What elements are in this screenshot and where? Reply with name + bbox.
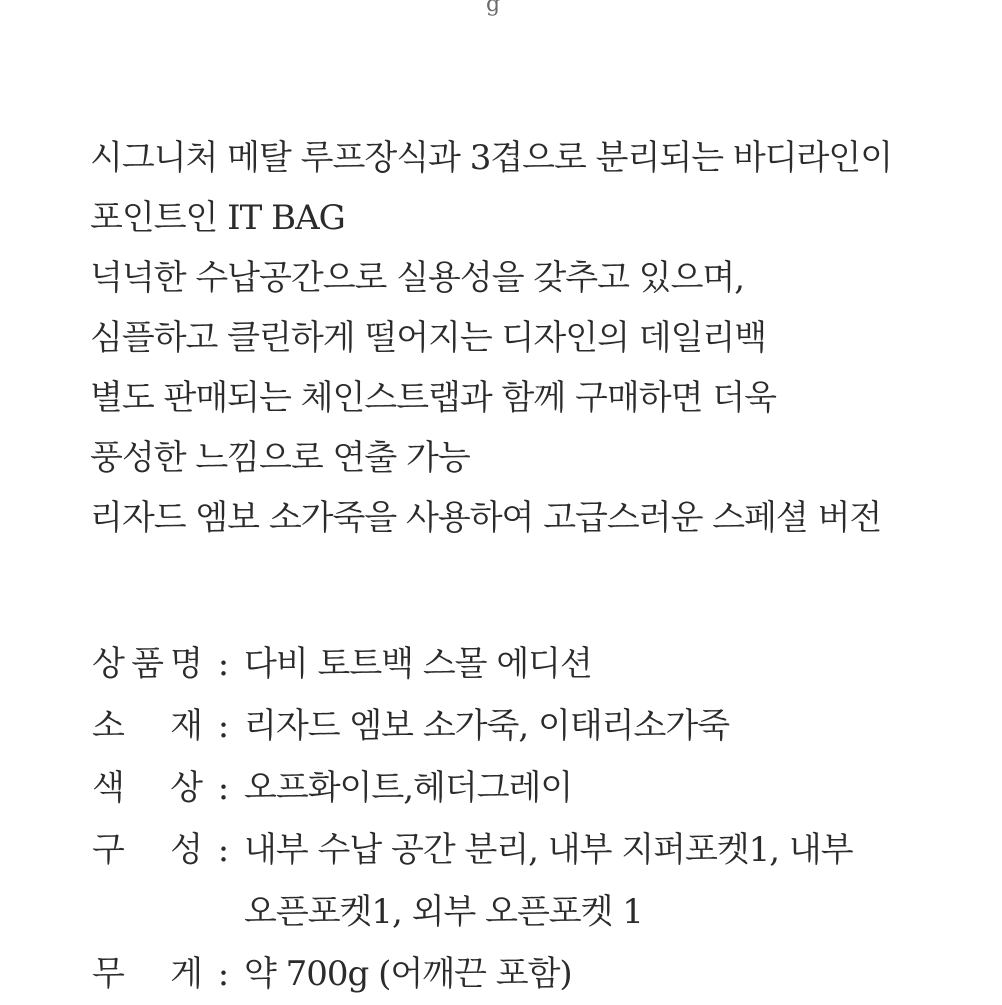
cropped-top-text: g: [486, 0, 501, 17]
description-line: 심플하고 클린하게 떨어지는 디자인의 데일리백: [90, 318, 767, 358]
spec-colon: :: [217, 644, 229, 684]
product-spec-list: [92, 633, 992, 1005]
spec-label-char: 구: [92, 830, 124, 870]
spec-row-composition: [92, 819, 992, 943]
spec-label-char: 상: [92, 644, 124, 684]
description-line: 별도 판매되는 체인스트랩과 함께 구매하면 더욱: [90, 378, 776, 418]
description-line: 포인트인 IT BAG: [90, 198, 345, 238]
spec-label-char: 게: [170, 954, 202, 994]
spec-label-char: 상: [170, 768, 202, 808]
spec-label-char: 성: [170, 830, 202, 870]
description-line: 리자드 엠보 소가죽을 사용하여 고급스러운 스페셜 버전: [90, 498, 882, 538]
description-line: 시그니처 메탈 루프장식과 3겹으로 분리되는 바디라인이: [90, 138, 893, 178]
spec-label-char: 무: [92, 954, 124, 994]
spec-label-char: 재: [170, 706, 202, 746]
description-line: 풍성한 느낌으로 연출 가능: [90, 438, 470, 478]
product-description: [90, 133, 892, 553]
description-line: 넉넉한 수납공간으로 실용성을 갖추고 있으며,: [90, 258, 745, 298]
spec-colon: :: [217, 830, 229, 870]
spec-colon: :: [217, 706, 229, 746]
spec-label: [92, 943, 202, 1005]
spec-row-product-name: [92, 633, 992, 695]
spec-label-char: 품: [131, 644, 163, 684]
spec-value: 리자드 엠보 소가죽, 이태리소가죽: [244, 706, 730, 746]
spec-row-weight: [92, 943, 992, 1005]
spec-value: 다비 토트백 스몰 에디션: [244, 644, 592, 684]
spec-label-char: 소: [92, 706, 124, 746]
spec-label: [92, 695, 202, 757]
spec-label: [92, 633, 202, 695]
spec-value: 오프화이트,헤더그레이: [244, 768, 573, 808]
spec-value: 내부 수납 공간 분리, 내부 지퍼포켓1, 내부 오픈포켓1, 외부 오픈포켓 1: [244, 830, 853, 932]
spec-row-color: [92, 757, 992, 819]
spec-row-material: [92, 695, 992, 757]
spec-label-char: 색: [92, 768, 124, 808]
spec-label: [92, 757, 202, 819]
spec-label-char: 명: [170, 644, 202, 684]
spec-colon: :: [217, 954, 229, 994]
spec-value: 약 700g (어깨끈 포함): [244, 954, 572, 994]
spec-label: [92, 819, 202, 881]
spec-colon: :: [217, 768, 229, 808]
